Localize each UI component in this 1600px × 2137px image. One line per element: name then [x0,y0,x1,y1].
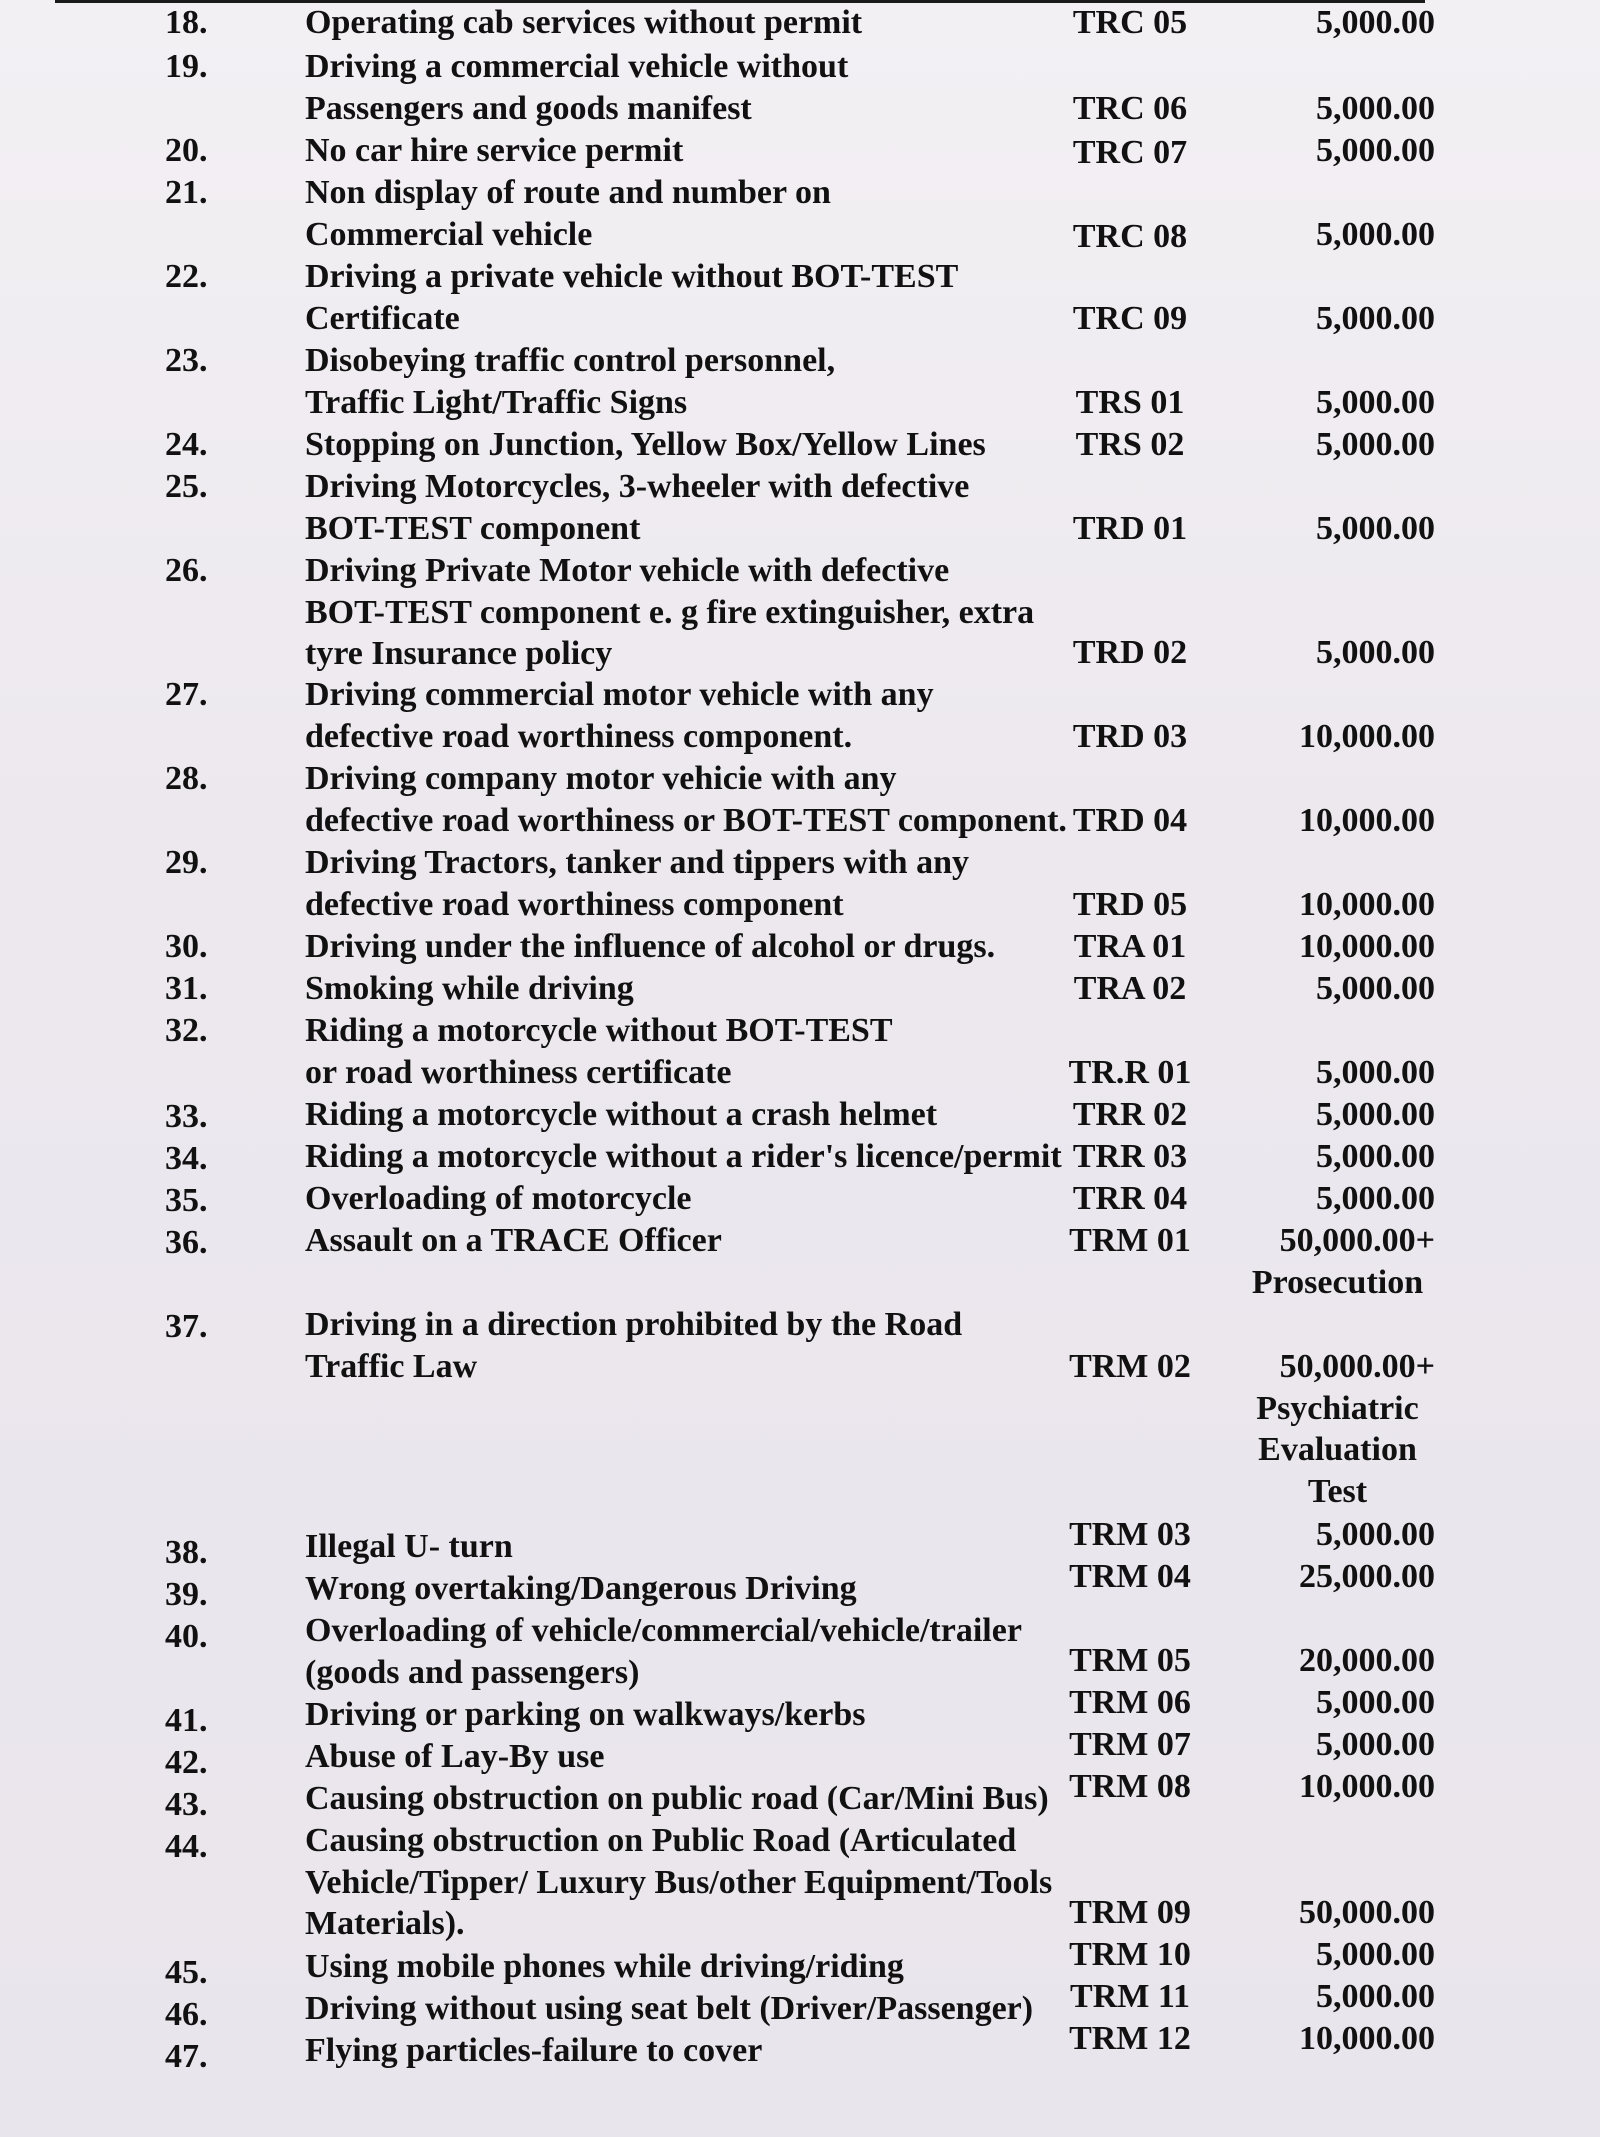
description-line: Driving Motorcycles, 3-wheeler with defective [305,468,970,505]
fine-line: 10,000.00 [1299,928,1435,965]
description-line: BOT-TEST component [305,509,641,547]
offence-description [305,340,1050,423]
description-line: Flying particles-failure to cover [305,2032,763,2069]
offence-number: 47. [165,2038,208,2075]
description-line: BOT-TEST component e. g fire extinguisher, extra [305,593,1035,631]
offence-description [305,256,1050,339]
description-line: Smoking while driving [305,970,634,1007]
offence-code: TRD 02 [1072,634,1188,671]
offence-description [305,1820,1053,1945]
fine-line: Evaluation [1258,1431,1417,1468]
offence-description [305,758,1067,841]
offence-description [305,842,1050,925]
offence-code: TRC 06 [1072,90,1188,127]
fine-line: 5,000.00 [1316,1054,1435,1091]
offence-fine [1240,214,1435,256]
description-line: Causing obstruction on Public Road (Articulated [305,1822,1017,1859]
offence-fine [1240,1892,1435,1934]
offence-number: 25. [165,468,208,505]
fine-line: 5,000.00 [1316,1516,1435,1553]
offence-code: TRM 06 [1069,1684,1191,1721]
description-line: Driving without using seat belt (Driver/Passenger) [305,1990,1034,2027]
offence-code: TRR 03 [1072,1138,1188,1175]
offence-fine [1240,1556,1435,1598]
offence-description [305,424,1050,466]
offence-number: 27. [165,676,208,713]
offence-code: TRD 05 [1072,886,1188,923]
offence-description [305,1568,1050,1610]
fine-line: 50,000.00+ [1279,1348,1435,1385]
offence-number: 43. [165,1786,208,1823]
fine-line: 10,000.00 [1299,1768,1435,1805]
offence-code: TRM 04 [1069,1558,1191,1595]
offence-number: 28. [165,760,208,797]
fine-line: 5,000.00 [1316,1726,1435,1763]
offence-description [305,130,1050,172]
offence-code: TRS 02 [1075,426,1185,463]
offence-description [305,46,1050,129]
description-line: Riding a motorcycle without a rider's licence/permit [305,1138,1062,1175]
offence-code: TRC 05 [1072,4,1188,41]
description-line: Causing obstruction on public road (Car/Mini Bus) [305,1780,1049,1817]
offence-code: TRM 05 [1069,1642,1191,1679]
offence-fine [1240,884,1435,926]
offence-code: TRC 07 [1072,134,1188,171]
description-line: Wrong overtaking/Dangerous Driving [305,1570,857,1607]
offence-description [305,1220,1050,1262]
offence-fine [1240,1766,1435,1808]
description-line: Operating cab services without permit [305,4,863,41]
offence-description [305,466,1050,549]
fine-line: 5,000.00 [1316,216,1435,253]
fine-line: 10,000.00 [1299,718,1435,755]
description-line: or road worthiness certificate [305,1053,732,1091]
offence-number: 35. [165,1182,208,1219]
description-line: Driving Tractors, tanker and tippers with any [305,844,969,881]
offence-fine [1240,1052,1435,1094]
offence-code: TRS 01 [1075,384,1185,421]
offence-number: 26. [165,552,208,589]
offence-number: 34. [165,1140,208,1177]
offence-fine [1240,382,1435,424]
description-line: Overloading of vehicle/commercial/vehicle/trailer [305,1612,1022,1649]
offence-description [305,674,1050,757]
offence-code: TRD 04 [1072,802,1188,839]
offence-number: 46. [165,1996,208,2033]
description-line: Vehicle/Tipper/ Luxury Bus/other Equipment/Tools [305,1863,1053,1901]
fine-line: 5,000.00 [1316,384,1435,421]
offence-number: 24. [165,426,208,463]
offence-description [305,550,1050,675]
offence-description [305,1610,1050,1693]
offence-number: 21. [165,174,208,211]
description-line: defective road worthiness component. [305,717,853,755]
offence-fine [1240,632,1435,674]
fine-line: 5,000.00 [1316,970,1435,1007]
description-line: Driving Private Motor vehicle with defective [305,552,950,589]
offence-number: 44. [165,1828,208,1865]
offence-code: TRD 01 [1072,510,1188,547]
offence-fine [1240,1682,1435,1724]
offence-code: TRM 09 [1069,1894,1191,1931]
description-line: Traffic Law [305,1347,478,1385]
description-line: Passengers and goods manifest [305,89,752,127]
offence-code: TRM 12 [1069,2020,1191,2057]
offence-number: 37. [165,1308,208,1345]
fine-line: 5,000.00 [1316,4,1435,41]
fine-line: 5,000.00 [1316,1978,1435,2015]
fine-line: 25,000.00 [1299,1558,1435,1595]
offence-description [305,1094,1050,1136]
offence-fine [1240,1178,1435,1220]
fine-line: Psychiatric [1256,1389,1419,1427]
offence-code: TRC 09 [1072,300,1188,337]
offence-fine [1240,88,1435,130]
offence-fine [1240,968,1435,1010]
description-line: No car hire service permit [305,132,684,169]
offence-description [305,1736,1050,1778]
offence-description [305,1010,1050,1093]
fine-line: 50,000.00 [1299,1894,1435,1931]
offence-code: TRR 02 [1072,1096,1188,1133]
offence-description [305,1526,1050,1568]
offence-description [305,2,1050,44]
offence-code: TRR 04 [1072,1180,1188,1217]
offence-fine [1240,926,1435,968]
fine-line: 5,000.00 [1316,1180,1435,1217]
offence-code: TRA 01 [1073,928,1187,965]
fine-line: 5,000.00 [1316,1936,1435,1973]
description-line: Illegal U- turn [305,1528,513,1565]
fine-line: 5,000.00 [1316,634,1435,671]
offence-description [305,172,1050,255]
description-line: Assault on a TRACE Officer [305,1222,722,1259]
offence-fine [1240,716,1435,758]
offence-description [305,1304,1050,1387]
description-line: defective road worthiness or BOT-TEST component. [305,801,1067,839]
fine-line: 10,000.00 [1299,2020,1435,2057]
offence-number: 20. [165,132,208,169]
description-line: Disobeying traffic control personnel, [305,342,836,379]
description-line: Non display of route and number on [305,174,831,211]
description-line: Certificate [305,299,460,337]
fine-line: Prosecution [1251,1263,1424,1301]
description-line: Commercial vehicle [305,215,593,253]
offence-fine [1240,1094,1435,1136]
offence-description [305,968,1050,1010]
offence-code: TR.R 01 [1068,1054,1192,1091]
description-line: Traffic Light/Traffic Signs [305,383,688,421]
offence-fine [1240,1514,1435,1556]
description-line: Stopping on Junction, Yellow Box/Yellow Lines [305,426,986,463]
offence-fine [1240,1976,1435,2018]
description-line: Driving or parking on walkways/kerbs [305,1696,866,1733]
fine-line: Test [1307,1472,1368,1510]
fine-line: 10,000.00 [1299,886,1435,923]
description-line: Driving a private vehicle without BOT-TEST [305,258,959,295]
offence-fine [1240,1934,1435,1976]
offence-fine [1240,508,1435,550]
description-line: Riding a motorcycle without BOT-TEST [305,1012,893,1049]
offence-fine [1240,2,1435,44]
offence-fine [1240,130,1435,172]
offence-number: 36. [165,1224,208,1261]
offence-code: TRM 11 [1070,1978,1190,2015]
description-line: Materials). [305,1905,465,1942]
fine-line: 5,000.00 [1316,90,1435,127]
offence-number: 30. [165,928,208,965]
offence-code: TRM 07 [1069,1726,1191,1763]
fine-line: 50,000.00+ [1279,1222,1435,1259]
offence-code: TRD 03 [1072,718,1188,755]
description-line: Overloading of motorcycle [305,1180,692,1217]
offence-fine [1240,424,1435,466]
offence-code: TRM 01 [1069,1222,1191,1259]
fine-line: 5,000.00 [1316,510,1435,547]
offence-code: TRM 08 [1069,1768,1191,1805]
offence-fine [1240,1136,1435,1178]
offence-number: 42. [165,1744,208,1781]
offence-description [305,926,1050,968]
offence-description [305,1178,1050,1220]
offence-number: 31. [165,970,208,1007]
description-line: Driving a commercial vehicle without [305,48,849,85]
description-line: Driving in a direction prohibited by the Road [305,1306,963,1343]
offence-code: TRM 10 [1069,1936,1191,1973]
offence-fine [1240,1346,1435,1512]
offence-number: 33. [165,1098,208,1135]
offence-fine [1240,1640,1435,1682]
description-line: Driving under the influence of alcohol or drugs. [305,928,996,965]
offence-code: TRA 02 [1073,970,1187,1007]
offence-fine [1240,1724,1435,1766]
offence-number: 45. [165,1954,208,1991]
offence-description [305,1946,1050,1988]
fine-line: 10,000.00 [1299,802,1435,839]
offence-number: 29. [165,844,208,881]
fine-line: 20,000.00 [1299,1642,1435,1679]
fine-line: 5,000.00 [1316,1096,1435,1133]
fine-line: 5,000.00 [1316,1684,1435,1721]
fine-line: 5,000.00 [1316,300,1435,337]
offence-description [305,1988,1050,2030]
description-line: Driving commercial motor vehicle with any [305,676,934,713]
offence-description [305,1694,1050,1736]
offence-number: 32. [165,1012,208,1049]
offence-number: 38. [165,1534,208,1571]
description-line: Using mobile phones while driving/riding [305,1948,904,1985]
offence-code: TRC 08 [1072,218,1188,255]
description-line: defective road worthiness component [305,885,844,923]
description-line: Driving company motor vehicie with any [305,760,897,797]
offence-fine [1240,800,1435,842]
offence-number: 40. [165,1618,208,1655]
offence-fine [1240,1220,1435,1303]
description-line: Abuse of Lay-By use [305,1738,605,1775]
offence-number: 19. [165,48,208,85]
offence-description [305,1778,1050,1820]
offence-fine [1240,298,1435,340]
description-line: tyre Insurance policy [305,635,613,672]
offence-code: TRM 02 [1069,1348,1191,1385]
offence-number: 39. [165,1576,208,1613]
offence-code: TRM 03 [1069,1516,1191,1553]
offence-number: 18. [165,4,208,41]
fine-line: 5,000.00 [1316,1138,1435,1175]
offence-description [305,2030,1050,2072]
description-line: Riding a motorcycle without a crash helmet [305,1096,938,1133]
fine-line: 5,000.00 [1316,132,1435,169]
offence-number: 22. [165,258,208,295]
offence-fine [1240,2018,1435,2060]
offence-number: 41. [165,1702,208,1739]
fine-line: 5,000.00 [1316,426,1435,463]
offence-number: 23. [165,342,208,379]
description-line: (goods and passengers) [305,1653,640,1691]
offence-description [305,1136,1062,1178]
